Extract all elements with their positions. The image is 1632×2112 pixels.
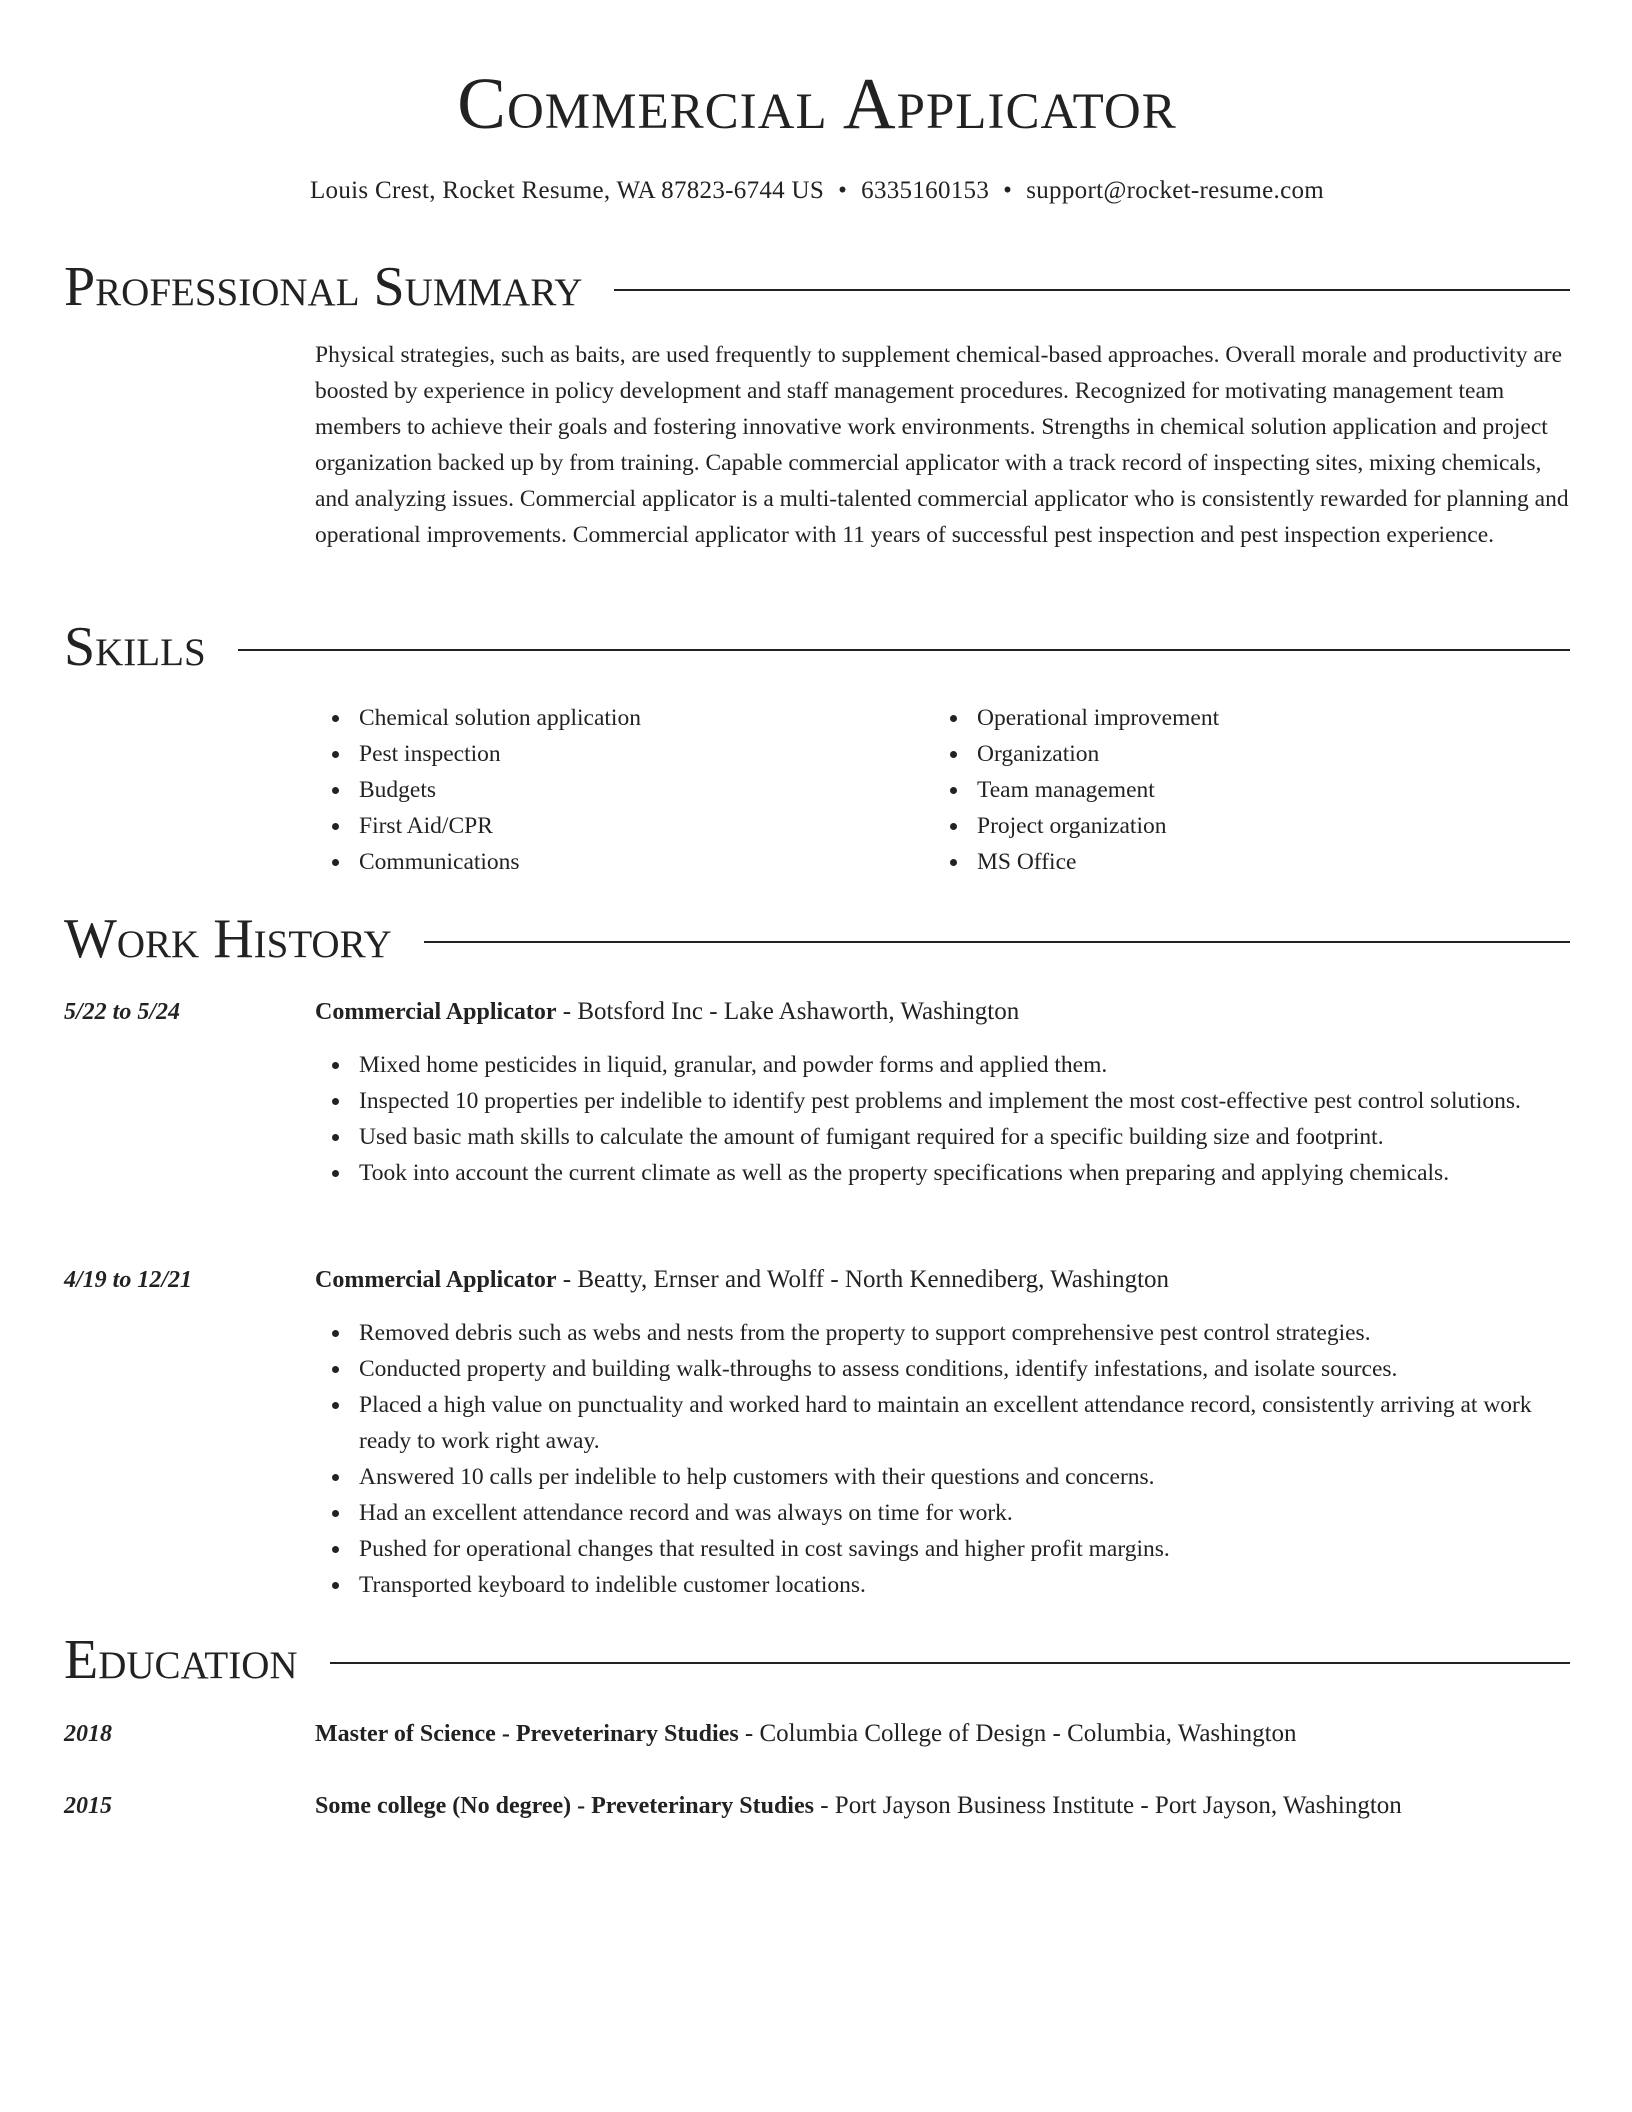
job-title-line (315, 994, 1570, 1030)
education-degree: Some college (No degree) - Preveterinary Studies (315, 1793, 814, 1819)
responsibility-item: Conducted property and building walk-throughs to assess conditions, identify infestations, and isolate sources. (315, 1351, 1570, 1387)
section-divider (330, 1662, 1570, 1664)
skills-column-right (933, 700, 1533, 880)
skill-item: Budgets (315, 772, 915, 808)
responsibility-item: Mixed home pesticides in liquid, granular, and powder forms and applied them. (315, 1047, 1570, 1083)
job-dates: 4/19 to 12/21 (64, 1267, 193, 1293)
education-heading: Education (64, 1629, 298, 1691)
job-responsibilities (315, 1315, 1570, 1603)
section-divider (238, 649, 1570, 651)
section-divider (424, 941, 1570, 943)
skill-item: Operational improvement (933, 700, 1533, 736)
summary-heading: Professional Summary (64, 256, 583, 318)
responsibility-item: Used basic math skills to calculate the amount of fumigant required for a specific building size and footprint. (315, 1119, 1570, 1155)
education-entry (315, 1716, 1570, 1752)
contact-separator: • (838, 177, 848, 204)
responsibility-item: Inspected 10 properties per indelible to identify pest problems and implement the most cost-effective pest control solutions. (315, 1083, 1570, 1119)
contact-address: Louis Crest, Rocket Resume, WA 87823-6744 US (309, 177, 825, 204)
skills-column-left (315, 700, 915, 880)
contact-separator: • (1003, 177, 1013, 204)
skill-item: Communications (315, 844, 915, 880)
job-title-line (315, 1262, 1570, 1298)
responsibility-item: Pushed for operational changes that resulted in cost savings and higher profit margins. (315, 1531, 1570, 1567)
summary-text: Physical strategies, such as baits, are used frequently to supplement chemical-based approaches. Overall morale and productivity are boosted by experience in policy development and staff management procedures. Recognized for motivating management team members to achieve their goals and fostering innovative work environments. Strengths in chemical solution application and project organization backed up by from training. Capable commercial applicator with a track record of inspecting sites, mixing chemicals, and analyzing issues. Commercial applicator is a multi-talented commercial applicator who is consistently rewarded for planning and operational improvements. Commercial applicator with 11 years of successful pest inspection and pest inspection experience. (315, 342, 1569, 548)
job-employer-location: - Botsford Inc - Lake Ashaworth, Washington (556, 998, 1020, 1025)
job-dates: 5/22 to 5/24 (64, 999, 181, 1025)
skill-item: MS Office (933, 844, 1533, 880)
job-title: Commercial Applicator (315, 999, 557, 1025)
responsibility-item: Removed debris such as webs and nests from the property to support comprehensive pest control strategies. (315, 1315, 1570, 1351)
education-year: 2018 (64, 1721, 112, 1747)
responsibility-item: Took into account the current climate as well as the property specifications when preparing and applying chemicals. (315, 1155, 1570, 1191)
education-school-location: - Port Jayson Business Institute - Port Jayson, Washington (813, 1792, 1402, 1819)
contact-email: support@rocket-resume.com (1026, 177, 1325, 204)
skill-item: First Aid/CPR (315, 808, 915, 844)
education-degree: Master of Science - Preveterinary Studies (315, 1721, 739, 1747)
job-title: Commercial Applicator (315, 1267, 557, 1293)
skill-item: Pest inspection (315, 736, 915, 772)
contact-line (64, 173, 1570, 209)
contact-phone: 6335160153 (861, 177, 990, 204)
job-employer-location: - Beatty, Ernser and Wolff - North Kennediberg, Washington (556, 1266, 1170, 1293)
responsibility-item: Placed a high value on punctuality and worked hard to maintain an excellent attendance record, consistently arriving at work ready to work right away. (315, 1387, 1570, 1459)
responsibility-item: Had an excellent attendance record and was always on time for work. (315, 1495, 1570, 1531)
section-divider (614, 289, 1570, 291)
skill-item: Chemical solution application (315, 700, 915, 736)
work-history-section-header (64, 904, 1570, 974)
skill-item: Project organization (933, 808, 1533, 844)
skill-item: Organization (933, 736, 1533, 772)
job-responsibilities (315, 1047, 1570, 1191)
summary-section-header (64, 252, 1570, 322)
skills-section-header (64, 612, 1570, 682)
candidate-name: Commercial Applicator (457, 63, 1177, 144)
responsibility-item: Transported keyboard to indelible customer locations. (315, 1567, 1570, 1603)
skill-item: Team management (933, 772, 1533, 808)
education-entry (315, 1788, 1570, 1824)
skills-heading: Skills (64, 616, 206, 678)
education-section-header (64, 1625, 1570, 1695)
education-school-location: - Columbia College of Design - Columbia, Washington (738, 1720, 1297, 1747)
education-year: 2015 (64, 1793, 112, 1819)
responsibility-item: Answered 10 calls per indelible to help customers with their questions and concerns. (315, 1459, 1570, 1495)
work-history-heading: Work History (64, 908, 392, 970)
